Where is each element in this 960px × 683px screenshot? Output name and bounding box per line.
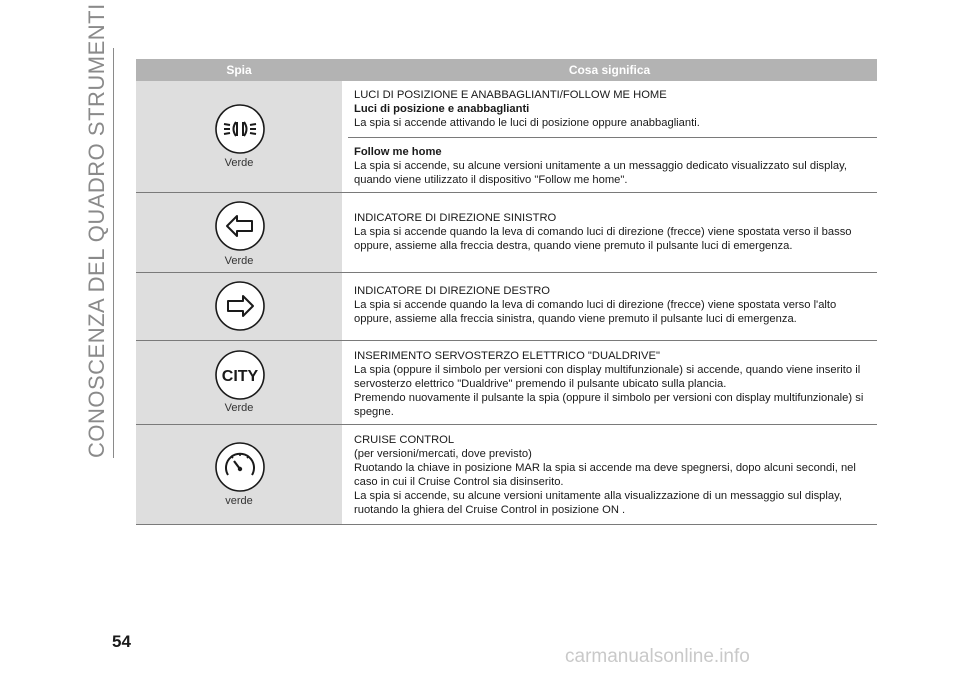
row-title: INDICATORE DI DIREZIONE DESTRO bbox=[354, 285, 551, 297]
row-text: La spia si accende quando la leva di comando luci di direzione (frecce) viene spostata verso il basso oppure, assieme alla freccia destra, quando viene premuto il pulsante luci di emergenza. bbox=[354, 226, 852, 252]
table-row bbox=[136, 341, 877, 425]
icon-cell bbox=[136, 425, 342, 524]
row-text: La spia si accende attivando le luci di posizione oppure anabbaglianti. bbox=[354, 117, 700, 129]
header-col-spia: Spia bbox=[226, 63, 252, 77]
section-side-title: CONOSCENZA DEL QUADRO STRUMENTI bbox=[84, 3, 109, 458]
table-row bbox=[136, 425, 877, 525]
side-divider bbox=[113, 48, 114, 458]
color-label: verde bbox=[225, 495, 253, 507]
city-icon bbox=[215, 350, 265, 400]
description bbox=[354, 433, 874, 517]
row-title: LUCI DI POSIZIONE E ANABBAGLIANTI/FOLLOW ME HOME bbox=[354, 89, 667, 101]
header-col-significato: Cosa significa bbox=[568, 63, 651, 77]
city-icon-text: CITY bbox=[221, 368, 259, 385]
right-arrow-icon bbox=[215, 281, 265, 331]
icon-cell bbox=[136, 81, 342, 192]
row-subtitle: (per versioni/mercati, dove previsto) bbox=[354, 448, 532, 460]
row-subtitle: Follow me home bbox=[354, 146, 442, 158]
row-text: La spia si accende, su alcune versioni unitamente a un messaggio dedicato visualizzato sul display, quando viene utilizzato il dispositivo "Follow me home". bbox=[354, 160, 847, 186]
row-text: La spia (oppure il simbolo per versioni con display multifunzionale) si accende, quando viene inserito il servosterzo elettrico "Dualdrive" premendo il pulsante ubicato sulla plancia. bbox=[354, 364, 861, 390]
icon-cell bbox=[136, 273, 342, 340]
icon-cell bbox=[136, 193, 342, 272]
row-subtitle: Luci di posizione e anabbaglianti bbox=[354, 103, 530, 115]
row-title: CRUISE CONTROL bbox=[354, 434, 455, 446]
row-text-2: La spia si accende, su alcune versioni unitamente alla visualizzazione di un messaggio sul display, ruotando la ghiera del Cruise Control in posizione ON . bbox=[354, 490, 842, 516]
cruise-control-icon bbox=[215, 442, 265, 492]
color-label: Verde bbox=[224, 157, 254, 169]
position-lights-icon bbox=[215, 104, 265, 154]
table-header bbox=[136, 59, 877, 81]
row-title: INDICATORE DI DIREZIONE SINISTRO bbox=[354, 212, 557, 224]
description-part1 bbox=[354, 88, 874, 130]
row-text: La spia si accende quando la leva di comando luci di direzione (frecce) viene spostata verso l'alto oppure, assieme alla freccia sinistra, quando viene premuto il pulsante luci di emergenza. bbox=[354, 299, 837, 325]
table-row bbox=[136, 81, 877, 193]
row-text: Ruotando la chiave in posizione MAR la spia si accende ma deve spegnersi, dopo alcuni secondi, nel caso in cui il Cruise Control sia disinserito. bbox=[354, 462, 856, 488]
description-part2 bbox=[354, 145, 874, 187]
icon-cell bbox=[136, 341, 342, 424]
row-title: INSERIMENTO SERVOSTERZO ELETTRICO "DUALDRIVE" bbox=[354, 350, 660, 362]
table-row bbox=[136, 193, 877, 273]
inner-divider bbox=[348, 137, 877, 138]
row-text-2: Premendo nuovamente il pulsante la spia (oppure il simbolo per versioni con display multifunzionale) si spegne. bbox=[354, 392, 864, 418]
description bbox=[354, 211, 874, 253]
table-row bbox=[136, 273, 877, 341]
color-label: Verde bbox=[224, 402, 254, 414]
page-number: 54 bbox=[112, 632, 131, 651]
description bbox=[354, 284, 874, 326]
footer-watermark: carmanualsonline.info bbox=[565, 646, 750, 667]
left-arrow-icon bbox=[215, 201, 265, 251]
color-label: Verde bbox=[224, 255, 254, 267]
description bbox=[354, 349, 874, 419]
